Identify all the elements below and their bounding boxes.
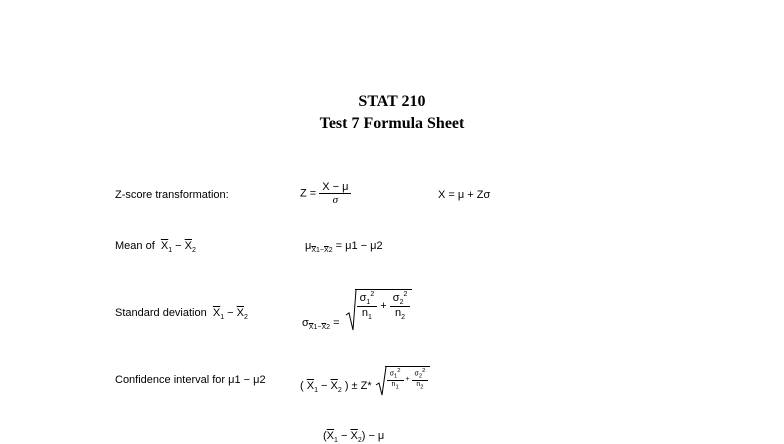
z-fraction	[319, 181, 351, 206]
zscore-formula	[300, 181, 351, 206]
mean-label: Mean of $\overline{X}_1 - \overline{X}_2$	[115, 240, 196, 254]
ci-formula: ( $\overline{X}_1 - \overline{X}_2$ ) ± Z* $\frac{\sigma_1^2}{n_1}$ + $\frac{\sigma_2^2}{n_2}$	[300, 366, 430, 390]
x-formula: X = μ + Zσ	[438, 189, 491, 201]
stdev-formula: $\sigma_{\overline{X}1-\overline{X}2}$ = $\frac{\sigma_1^2}{n_1}$ + $\frac{\sigma_2^2}{n_2}$	[302, 289, 412, 321]
mean-formula: $\mu_{\overline{X}1-\overline{X}2} = \mu 1 - \mu 2$	[305, 240, 383, 254]
page-title: STAT 210	[358, 93, 426, 110]
z-lhs: Z =	[300, 187, 317, 200]
zscore-label: Z-score transformation:	[115, 189, 229, 201]
z-numerator: X − μ	[319, 181, 351, 194]
sqrt-radical-icon	[375, 366, 387, 396]
stdev-sqrt: $\frac{\sigma_1^2}{n_1}$ + $\frac{\sigma_2^2}{n_2}$	[345, 289, 413, 321]
stdev-eq: =	[333, 316, 340, 329]
mean-label-prefix: Mean of	[115, 240, 155, 252]
mean-rhs: = μ1 − μ2	[335, 240, 383, 252]
page-subtitle: Test 7 Formula Sheet	[319, 115, 465, 132]
z-denominator: σ	[332, 194, 339, 206]
stdev-lhs: σ	[302, 316, 309, 329]
partial-formula: $(\overline{X}_1 - \overline{X}_2) - \mu$	[323, 430, 385, 444]
stdev-label: Standard deviation $\overline{X}_1 - \overline{X}_2$	[115, 307, 248, 321]
ci-sqrt: $\frac{\sigma_1^2}{n_1}$ + $\frac{\sigma_2^2}{n_2}$	[375, 366, 431, 390]
stdev-label-prefix: Standard deviation	[115, 307, 207, 319]
mean-lhs: μ	[305, 240, 312, 252]
ci-label: Confidence interval for μ1 − μ2	[115, 374, 266, 386]
sqrt-radical-icon	[345, 289, 357, 331]
